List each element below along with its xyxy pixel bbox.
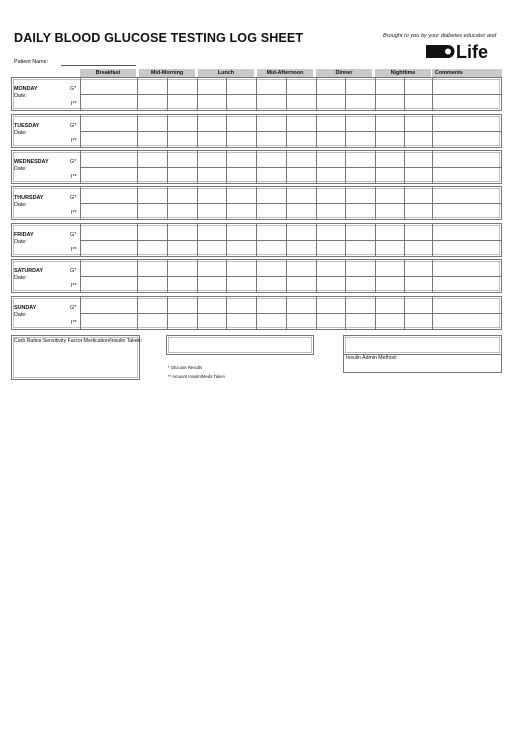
day-name: FRIDAY: [14, 232, 34, 238]
logo-text: Life: [456, 42, 489, 61]
header-nighttime: Nighttime: [375, 69, 431, 77]
glucose-label: G*: [70, 123, 77, 129]
date-label: Date:: [14, 93, 27, 99]
header-mid-afternoon: Mid-Afternoon: [257, 69, 313, 77]
insulin-label: I**: [71, 138, 77, 144]
carb-ratio-label: Carb Ratios:Sensitivity Factor:Medication/Insulin Taken:: [14, 338, 142, 344]
date-label: Date:: [14, 239, 27, 245]
row-divider: [80, 240, 501, 241]
header-breakfast: Breakfast: [80, 69, 136, 77]
date-label: Date:: [14, 130, 27, 136]
date-label: Date:: [14, 275, 27, 281]
medication-field[interactable]: [166, 335, 314, 355]
header-lunch: Lunch: [198, 69, 254, 77]
glucose-label: G*: [70, 268, 77, 274]
glucose-label: G*: [70, 232, 77, 238]
header-mid-morning: Mid-Morning: [139, 69, 195, 77]
day-name: SATURDAY: [14, 268, 44, 274]
row-divider: [80, 313, 501, 314]
page-title: DAILY BLOOD GLUCOSE TESTING LOG SHEET: [14, 31, 304, 45]
row-divider: [80, 94, 501, 95]
insulin-label: I**: [71, 247, 77, 253]
day-name: MONDAY: [14, 86, 38, 92]
row-divider: [80, 276, 501, 277]
legend-glucose: * Glucose Results: [168, 365, 203, 370]
insulin-label: I**: [71, 320, 77, 326]
day-block-thursday: [11, 186, 502, 220]
legend-insulin: ** Amount Insulin/Meds Taken: [168, 374, 226, 379]
day-block-wednesday: [11, 150, 502, 184]
insulin-method-label: Insulin Admin Method:: [346, 355, 398, 361]
day-name: THURSDAY: [14, 195, 44, 201]
glucose-label: G*: [70, 86, 77, 92]
date-label: Date:: [14, 166, 27, 172]
patient-name-field[interactable]: [61, 65, 136, 66]
day-block-friday: [11, 223, 502, 257]
day-block-tuesday: [11, 114, 502, 148]
header-comments: Comments: [432, 69, 502, 77]
row-divider: [80, 167, 501, 168]
insulin-label: I**: [71, 210, 77, 216]
day-block-monday: [11, 77, 502, 111]
carb-ratio-box[interactable]: [11, 335, 140, 380]
dlife-logo: [426, 41, 498, 61]
header-dinner: Dinner: [316, 69, 372, 77]
day-name: TUESDAY: [14, 123, 40, 129]
row-divider: [80, 203, 501, 204]
day-name: WEDNESDAY: [14, 159, 49, 165]
date-label: Date:: [14, 202, 27, 208]
day-block-sunday: [11, 296, 502, 330]
glucose-label: G*: [70, 195, 77, 201]
insulin-method-field[interactable]: [343, 335, 502, 355]
insulin-label: I**: [71, 174, 77, 180]
insulin-label: I**: [71, 283, 77, 289]
day-block-saturday: [11, 259, 502, 293]
patient-name-label: Patient Name:: [14, 59, 49, 65]
date-label: Date:: [14, 312, 27, 318]
sponsor-text: Brought to you by your diabetes educator and: [383, 33, 497, 39]
glucose-label: G*: [70, 305, 77, 311]
day-name: SUNDAY: [14, 305, 37, 311]
insulin-method-box: [343, 355, 502, 373]
glucose-label: G*: [70, 159, 77, 165]
row-divider: [80, 131, 501, 132]
insulin-label: I**: [71, 101, 77, 107]
